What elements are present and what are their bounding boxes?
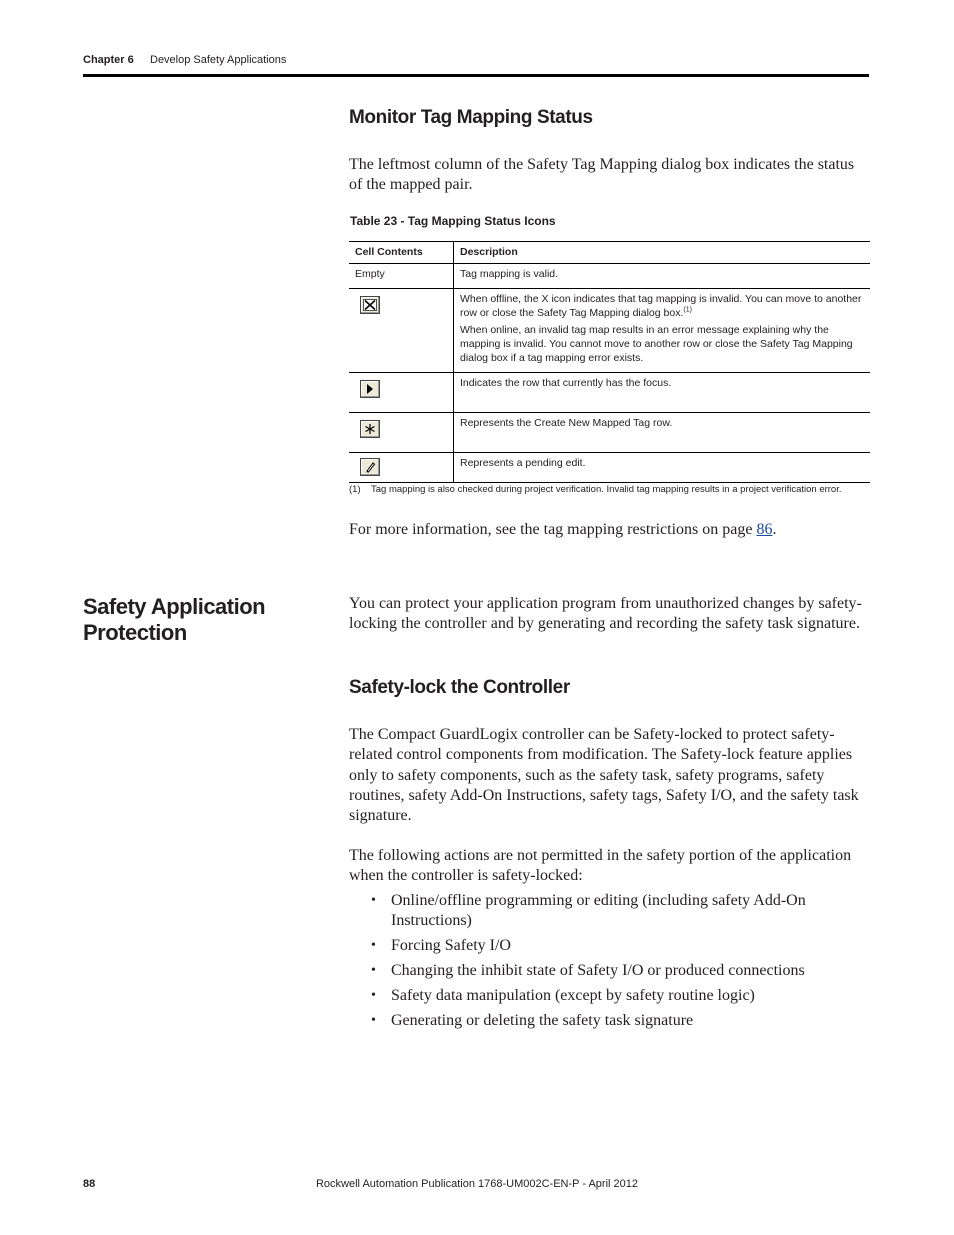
- x-icon: [360, 296, 380, 314]
- monitor-heading: Monitor Tag Mapping Status: [349, 107, 593, 128]
- description-text: Indicates the row that currently has the focus.: [460, 377, 672, 389]
- description-text: Represents a pending edit.: [460, 457, 586, 469]
- description-cell: [454, 413, 871, 453]
- asterisk-icon: [360, 420, 380, 438]
- description-cell: [454, 289, 871, 373]
- list-item: • Generating or deleting the safety task signature: [349, 1011, 829, 1031]
- list-item: • Changing the inhibit state of Safety I/O or produced connections: [349, 961, 829, 981]
- publication-info: Rockwell Automation Publication 1768-UM002C-EN-P - April 2012: [315, 1178, 638, 1190]
- monitor-intro: The leftmost column of the Safety Tag Mapping dialog box indicates the status of the mapped pair.: [349, 156, 855, 194]
- footnote-text: Tag mapping is also checked during project verification. Invalid tag mapping results in a project verification error.: [371, 484, 842, 495]
- table-caption: Table 23 - Tag Mapping Status Icons: [350, 214, 556, 228]
- cell-contents-icon: [349, 289, 454, 373]
- description-cell: [454, 264, 871, 289]
- table-row: [349, 453, 870, 483]
- header-title: Develop Safety Applications: [150, 54, 287, 66]
- table-header-row: [349, 242, 870, 264]
- protection-heading: Safety Application Protection: [83, 594, 266, 645]
- safety-lock-heading: Safety-lock the Controller: [349, 677, 570, 698]
- table-row: [349, 413, 870, 453]
- pencil-icon: [360, 458, 380, 476]
- protection-intro: You can protect your application program from unauthorized changes by safety-locking the controller and by generating and recording the safety task signature.: [349, 595, 862, 633]
- safety-lock-para1: The Compact GuardLogix controller can be Safety-locked to protect safety-related control components from modification. The Safety-lock feature applies only to safety components, such as the safety task, safety programs, safety routines, safety Add-On Instructions, safety tags, Safety I/O, and the safety task signature.: [349, 726, 859, 825]
- footnote-ref: (1): [683, 306, 692, 314]
- table-footnote: [349, 484, 842, 495]
- play-arrow-icon: [360, 380, 380, 398]
- description-text: Tag mapping is valid.: [460, 268, 559, 280]
- footnote-number: (1): [349, 484, 361, 495]
- page-number: 88: [83, 1178, 96, 1190]
- tag-mapping-status-table: [349, 241, 870, 483]
- description-cell: [454, 453, 871, 483]
- list-item: • Forcing Safety I/O: [349, 936, 829, 956]
- more-info-text: For more information, see the tag mapping restrictions on page 86.: [349, 521, 777, 538]
- description-text: When online, an invalid tag map results in an error message explaining why the mapping is invalid. You cannot move to another row or close the Safety Tag Mapping dialog box if a tag mapping error exists.: [460, 324, 853, 364]
- table-row: [349, 264, 870, 289]
- description-text: When offline, the X icon indicates that tag mapping is invalid. You can move to another row or close the Safety Tag Mapping dialog box.$^{(1)}$: [460, 293, 862, 319]
- table-row: [349, 373, 870, 413]
- cell-contents-icon: [349, 453, 454, 483]
- header-rule: [83, 74, 869, 77]
- description-cell: [454, 373, 871, 413]
- cell-contents-icon: [349, 373, 454, 413]
- safety-lock-para2: The following actions are not permitted in the safety portion of the application when the controller is safety-locked:: [349, 847, 852, 885]
- page-86-link[interactable]: 86: [756, 521, 773, 538]
- list-item: • Online/offline programming or editing (including safety Add-On Instructions): [349, 891, 829, 932]
- column-header-description: Description: [454, 242, 871, 264]
- cell-contents-empty: Empty: [349, 264, 454, 289]
- not-permitted-list: [349, 891, 829, 1036]
- description-text: Represents the Create New Mapped Tag row.: [460, 417, 673, 429]
- header-chapter: Chapter 6: [83, 54, 134, 66]
- table-row: [349, 289, 870, 373]
- cell-contents-icon: [349, 413, 454, 453]
- column-header-cell-contents: Cell Contents: [349, 242, 454, 264]
- list-item: • Safety data manipulation (except by safety routine logic): [349, 986, 829, 1006]
